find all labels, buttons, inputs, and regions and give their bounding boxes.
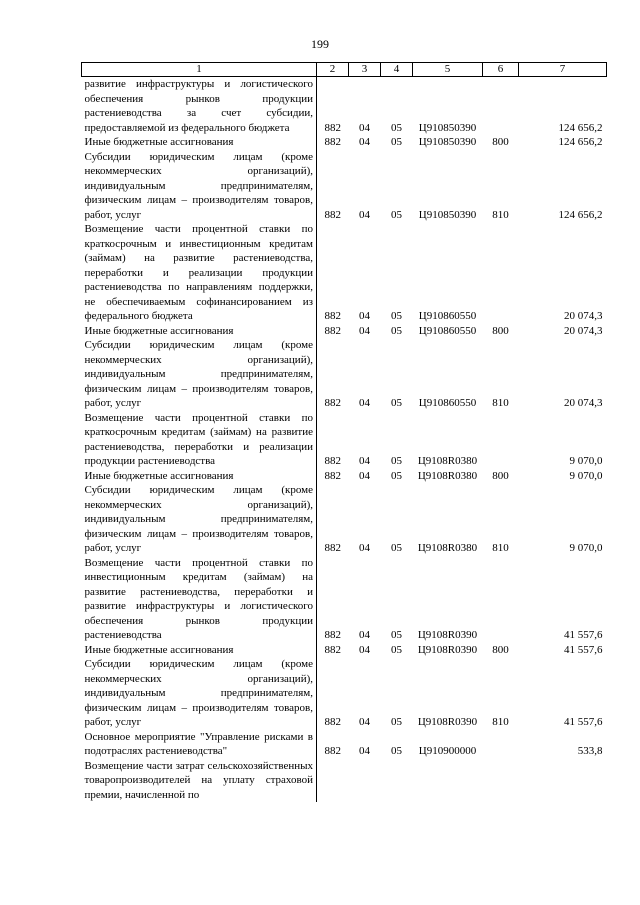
row-subsection-code: 05 (391, 121, 402, 134)
header-col-4: 4 (381, 63, 413, 77)
row-expense-type: 800 (492, 643, 509, 656)
row-ministry-code: 882 (324, 542, 341, 554)
header-col-6: 6 (483, 63, 519, 77)
row-target-code: Ц910850390 (418, 208, 477, 221)
budget-table (81, 62, 607, 802)
row-section-code: 04 (359, 397, 370, 409)
row-section-code (349, 759, 381, 803)
header-col-5: 5 (413, 63, 483, 77)
row-target-code: Ц910860550 (418, 324, 477, 337)
header-col-2: 2 (317, 63, 349, 77)
row-subsection-code: 05 (391, 469, 402, 482)
row-name: Основное мероприятие "Управление рисками в подотраслях растениеводства" (82, 730, 317, 759)
row-expense-type: 810 (492, 397, 509, 409)
row-amount: 124 656,2 (558, 136, 603, 148)
row-ministry-code: 882 (324, 455, 341, 467)
table-row (82, 135, 607, 150)
table-row (82, 338, 607, 411)
row-ministry-code: 882 (324, 716, 341, 728)
row-expense-type: 810 (492, 208, 509, 221)
row-target-code: Ц9108R0380 (417, 469, 478, 482)
row-amount: 533,8 (577, 745, 603, 757)
row-target-code (413, 759, 483, 803)
row-expense-type: 810 (492, 542, 509, 554)
row-section-code: 04 (359, 629, 370, 641)
row-target-code: Ц910850390 (418, 121, 477, 134)
row-ministry-code: 882 (324, 208, 341, 221)
page-number: 199 (311, 37, 329, 51)
row-amount (519, 759, 607, 803)
table-row (82, 556, 607, 643)
row-expense-type: 810 (492, 716, 509, 728)
row-subsection-code: 05 (391, 629, 402, 641)
header-col-3: 3 (349, 63, 381, 77)
header-row (82, 63, 607, 77)
row-amount: 41 557,6 (564, 629, 603, 641)
table-row (82, 730, 607, 759)
header-col-1: 1 (82, 63, 317, 77)
table-row (82, 324, 607, 339)
row-section-code: 04 (359, 310, 370, 322)
table-row (82, 483, 607, 556)
row-amount: 20 074,3 (564, 397, 603, 409)
row-target-code: Ц9108R0390 (417, 629, 478, 641)
row-subsection-code: 05 (391, 397, 402, 409)
row-amount: 124 656,2 (558, 121, 603, 134)
row-name: Возмещение части процентной ставки по краткосрочным кредитам (займам) на развитие растениеводства, переработки и реализации продукции растениеводства (82, 411, 317, 469)
row-subsection-code: 05 (391, 542, 402, 554)
table-row (82, 77, 607, 136)
row-expense-type: 800 (492, 324, 509, 337)
row-amount: 20 074,3 (564, 324, 603, 337)
table-header (82, 63, 607, 77)
row-subsection-code: 05 (391, 716, 402, 728)
row-subsection-code: 05 (391, 324, 402, 337)
row-expense-type (483, 77, 519, 136)
row-name: Субсидии юридическим лицам (кроме некоммерческих организаций), индивидуальным предпринимателям, физическим лицам – производителям товаров, работ, услуг (82, 150, 317, 223)
table-row (82, 643, 607, 658)
row-name: Возмещение части процентной ставки по инвестиционным кредитам (займам) на развитие растениеводства, переработки и развитие инфраструктуры и логистического обеспечения рынков продукции растениеводства (82, 556, 317, 643)
row-expense-type (483, 556, 519, 643)
table-row (82, 469, 607, 484)
row-name: Субсидии юридическим лицам (кроме некоммерческих организаций), индивидуальным предпринимателям, физическим лицам – производителям товаров, работ, услуг (82, 657, 317, 730)
row-section-code: 04 (359, 716, 370, 728)
row-ministry-code: 882 (324, 643, 341, 656)
header-col-7: 7 (519, 63, 607, 77)
row-name: Возмещение части затрат сельскохозяйственных товаропроизводителей на уплату страховой премии, начисленной по (82, 759, 317, 803)
row-amount: 9 070,0 (569, 542, 603, 554)
row-subsection-code: 05 (391, 455, 402, 467)
row-subsection-code: 05 (391, 310, 402, 322)
table-body (82, 77, 607, 803)
row-section-code: 04 (359, 208, 370, 221)
row-subsection-code: 05 (391, 745, 402, 757)
row-expense-type (483, 411, 519, 469)
table-row (82, 150, 607, 223)
row-name: Возмещение части процентной ставки по краткосрочным и инвестиционным кредитам (займам) на развитие растениеводства, переработки и реализации продукции растениеводства по направлениям поддержки, не обеспечиваемым софинансированием из федерального бюджета (82, 222, 317, 324)
row-ministry-code: 882 (324, 310, 341, 322)
row-target-code: Ц910900000 (418, 745, 477, 757)
row-name: Иные бюджетные ассигнования (82, 469, 317, 484)
row-expense-type: 800 (492, 136, 509, 148)
row-ministry-code: 882 (324, 629, 341, 641)
row-expense-type: 800 (492, 469, 509, 482)
row-target-code: Ц910850390 (418, 136, 477, 148)
row-expense-type (483, 222, 519, 324)
table-row (82, 411, 607, 469)
row-ministry-code: 882 (324, 469, 341, 482)
row-ministry-code: 882 (324, 136, 341, 148)
row-section-code: 04 (359, 469, 370, 482)
row-section-code: 04 (359, 455, 370, 467)
row-amount: 124 656,2 (558, 208, 603, 221)
row-subsection-code: 05 (391, 208, 402, 221)
row-subsection-code (381, 759, 413, 803)
table-row (82, 759, 607, 803)
row-name: Иные бюджетные ассигнования (82, 135, 317, 150)
row-subsection-code: 05 (391, 136, 402, 148)
row-section-code: 04 (359, 745, 370, 757)
row-name: Иные бюджетные ассигнования (82, 324, 317, 339)
row-amount: 41 557,6 (564, 716, 603, 728)
row-ministry-code: 882 (324, 324, 341, 337)
row-section-code: 04 (359, 121, 370, 134)
row-expense-type (483, 730, 519, 759)
table-row (82, 222, 607, 324)
row-target-code: Ц9108R0390 (417, 716, 478, 728)
row-target-code: Ц9108R0380 (417, 542, 478, 554)
row-target-code: Ц9108R0390 (417, 643, 478, 656)
row-ministry-code: 882 (324, 397, 341, 409)
row-section-code: 04 (359, 136, 370, 148)
row-target-code: Ц9108R0380 (417, 455, 478, 467)
row-name: Субсидии юридическим лицам (кроме некоммерческих организаций), индивидуальным предпринимателям, физическим лицам – производителям товаров, работ, услуг (82, 338, 317, 411)
row-ministry-code: 882 (324, 745, 341, 757)
row-name: развитие инфраструктуры и логистического обеспечения рынков продукции растениеводства за счет субсидии, предоставляемой из федерального бюджета (82, 77, 317, 136)
row-subsection-code: 05 (391, 643, 402, 656)
row-amount: 20 074,3 (564, 310, 603, 322)
row-ministry-code (317, 759, 349, 803)
row-section-code: 04 (359, 324, 370, 337)
table-row (82, 657, 607, 730)
row-ministry-code: 882 (324, 121, 341, 134)
row-name: Субсидии юридическим лицам (кроме некоммерческих организаций), индивидуальным предпринимателям, физическим лицам – производителям товаров, работ, услуг (82, 483, 317, 556)
row-amount: 9 070,0 (569, 455, 603, 467)
row-expense-type (483, 759, 519, 803)
row-target-code: Ц910860550 (418, 397, 477, 409)
row-amount: 9 070,0 (569, 469, 603, 482)
row-target-code: Ц910860550 (418, 310, 477, 322)
row-section-code: 04 (359, 542, 370, 554)
row-section-code: 04 (359, 643, 370, 656)
row-amount: 41 557,6 (564, 643, 603, 656)
row-name: Иные бюджетные ассигнования (82, 643, 317, 658)
